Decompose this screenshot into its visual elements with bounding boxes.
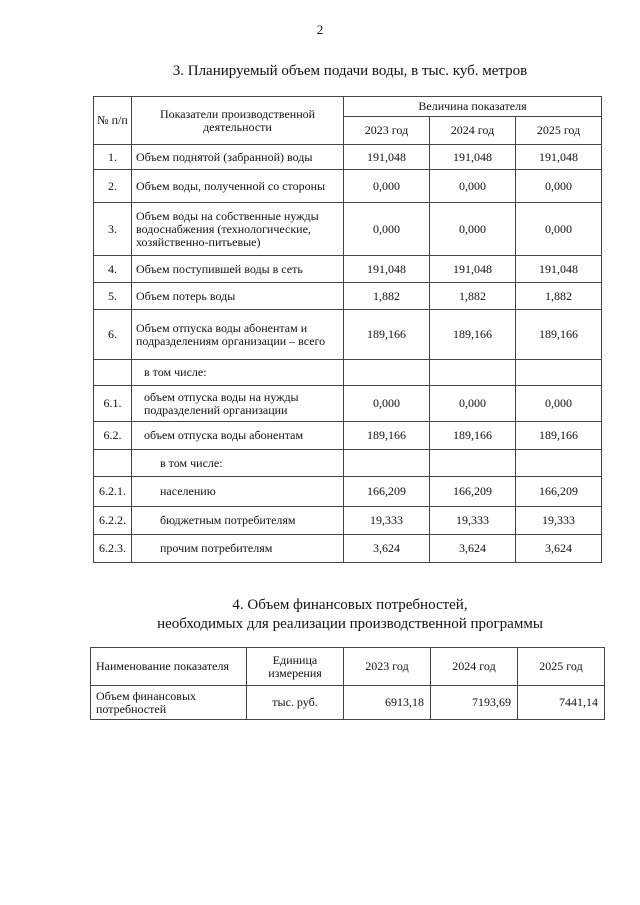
- water-supply-table: [93, 96, 602, 563]
- table-row: [94, 386, 602, 422]
- row-indicator: Объем воды на собственные нужды водоснабжения (технологические, хозяйственно-питьевые): [132, 203, 344, 256]
- row-value: [430, 360, 516, 386]
- row-value: 189,166: [430, 422, 516, 450]
- row-indicator: Объем поднятой (забранной) воды: [132, 145, 344, 170]
- row-value: 0,000: [344, 203, 430, 256]
- row-indicator: в том числе:: [132, 450, 344, 477]
- row-indicator: в том числе:: [132, 360, 344, 386]
- row-indicator: населению: [132, 477, 344, 507]
- row-number: 6.2.3.: [94, 535, 132, 563]
- row-value: 166,209: [516, 477, 602, 507]
- table-row: [94, 450, 602, 477]
- row-value: 166,209: [430, 477, 516, 507]
- table-row: [94, 507, 602, 535]
- row-value: 0,000: [344, 386, 430, 422]
- row-value: [516, 360, 602, 386]
- row-indicator: Объем потерь воды: [132, 283, 344, 310]
- header-indicator: Показатели производственной деятельности: [132, 97, 344, 145]
- header-num: № п/п: [94, 97, 132, 145]
- row-indicator: Объем воды, полученной со стороны: [132, 170, 344, 203]
- row-value: [516, 450, 602, 477]
- row-indicator: прочим потребителям: [132, 535, 344, 563]
- row-value: 1,882: [344, 283, 430, 310]
- table-row: [94, 360, 602, 386]
- row-value: 189,166: [430, 310, 516, 360]
- row-value: 191,048: [430, 256, 516, 283]
- row-value: 19,333: [516, 507, 602, 535]
- row-value: 191,048: [430, 145, 516, 170]
- header-year: 2025 год: [518, 648, 605, 686]
- row-value: 0,000: [516, 170, 602, 203]
- row-value: 189,166: [344, 310, 430, 360]
- row-value: 1,882: [430, 283, 516, 310]
- row-value: 19,333: [344, 507, 430, 535]
- row-number: [94, 360, 132, 386]
- row-unit: тыс. руб.: [247, 686, 344, 720]
- row-indicator: Объем поступившей воды в сеть: [132, 256, 344, 283]
- header-year: 2025 год: [516, 117, 602, 145]
- table-row: [94, 145, 602, 170]
- row-value: 19,333: [430, 507, 516, 535]
- header-value-group: Величина показателя: [344, 97, 602, 117]
- header-unit: Единица измерения: [247, 648, 344, 686]
- row-value: 3,624: [516, 535, 602, 563]
- financial-needs-table: [90, 647, 605, 720]
- row-value: 0,000: [430, 203, 516, 256]
- table4-title-line2: необходимых для реализации производственной программы: [157, 616, 543, 632]
- row-indicator: бюджетным потребителям: [132, 507, 344, 535]
- row-number: 4.: [94, 256, 132, 283]
- row-number: 6.2.1.: [94, 477, 132, 507]
- header-year: 2023 год: [344, 648, 431, 686]
- row-value: 0,000: [516, 386, 602, 422]
- row-value: 191,048: [516, 145, 602, 170]
- row-value: [344, 360, 430, 386]
- row-number: 5.: [94, 283, 132, 310]
- row-value: 7193,69: [431, 686, 518, 720]
- row-number: [94, 450, 132, 477]
- row-number: 6.: [94, 310, 132, 360]
- row-value: 1,882: [516, 283, 602, 310]
- water-supply-table-body: [94, 145, 602, 563]
- row-value: 189,166: [344, 422, 430, 450]
- header-year: 2024 год: [430, 117, 516, 145]
- table-row: [94, 256, 602, 283]
- row-value: 7441,14: [518, 686, 605, 720]
- table-row: [94, 477, 602, 507]
- table4-title: [0, 596, 640, 634]
- row-value: 189,166: [516, 422, 602, 450]
- row-value: 0,000: [430, 170, 516, 203]
- row-indicator: Объем отпуска воды абонентам и подразделениям организации – всего: [132, 310, 344, 360]
- table-row: [94, 310, 602, 360]
- page-number: 2: [316, 22, 324, 37]
- row-indicator: объем отпуска воды на нужды подразделений организации: [132, 386, 344, 422]
- row-value: 191,048: [344, 256, 430, 283]
- row-value: 189,166: [516, 310, 602, 360]
- header-year: 2024 год: [431, 648, 518, 686]
- row-value: [430, 450, 516, 477]
- row-number: 6.2.2.: [94, 507, 132, 535]
- row-name: Объем финансовых потребностей: [91, 686, 247, 720]
- header-year: 2023 год: [344, 117, 430, 145]
- row-value: 6913,18: [344, 686, 431, 720]
- table-row: [94, 283, 602, 310]
- table-row: [94, 535, 602, 563]
- row-value: 191,048: [344, 145, 430, 170]
- row-value: 191,048: [516, 256, 602, 283]
- row-value: 0,000: [430, 386, 516, 422]
- row-number: 2.: [94, 170, 132, 203]
- table-row: [94, 422, 602, 450]
- row-number: 3.: [94, 203, 132, 256]
- row-number: 6.1.: [94, 386, 132, 422]
- row-value: 3,624: [430, 535, 516, 563]
- row-number: 1.: [94, 145, 132, 170]
- table3-title: 3. Планируемый объем подачи воды, в тыс. куб. метров: [172, 63, 528, 79]
- row-number: 6.2.: [94, 422, 132, 450]
- row-value: 0,000: [516, 203, 602, 256]
- row-value: 3,624: [344, 535, 430, 563]
- row-indicator: объем отпуска воды абонентам: [132, 422, 344, 450]
- row-value: 166,209: [344, 477, 430, 507]
- table-row: [94, 170, 602, 203]
- row-value: [344, 450, 430, 477]
- row-value: 0,000: [344, 170, 430, 203]
- header-name: Наименование показателя: [91, 648, 247, 686]
- table4-title-line1: 4. Объем финансовых потребностей,: [232, 597, 468, 613]
- table-row: [94, 203, 602, 256]
